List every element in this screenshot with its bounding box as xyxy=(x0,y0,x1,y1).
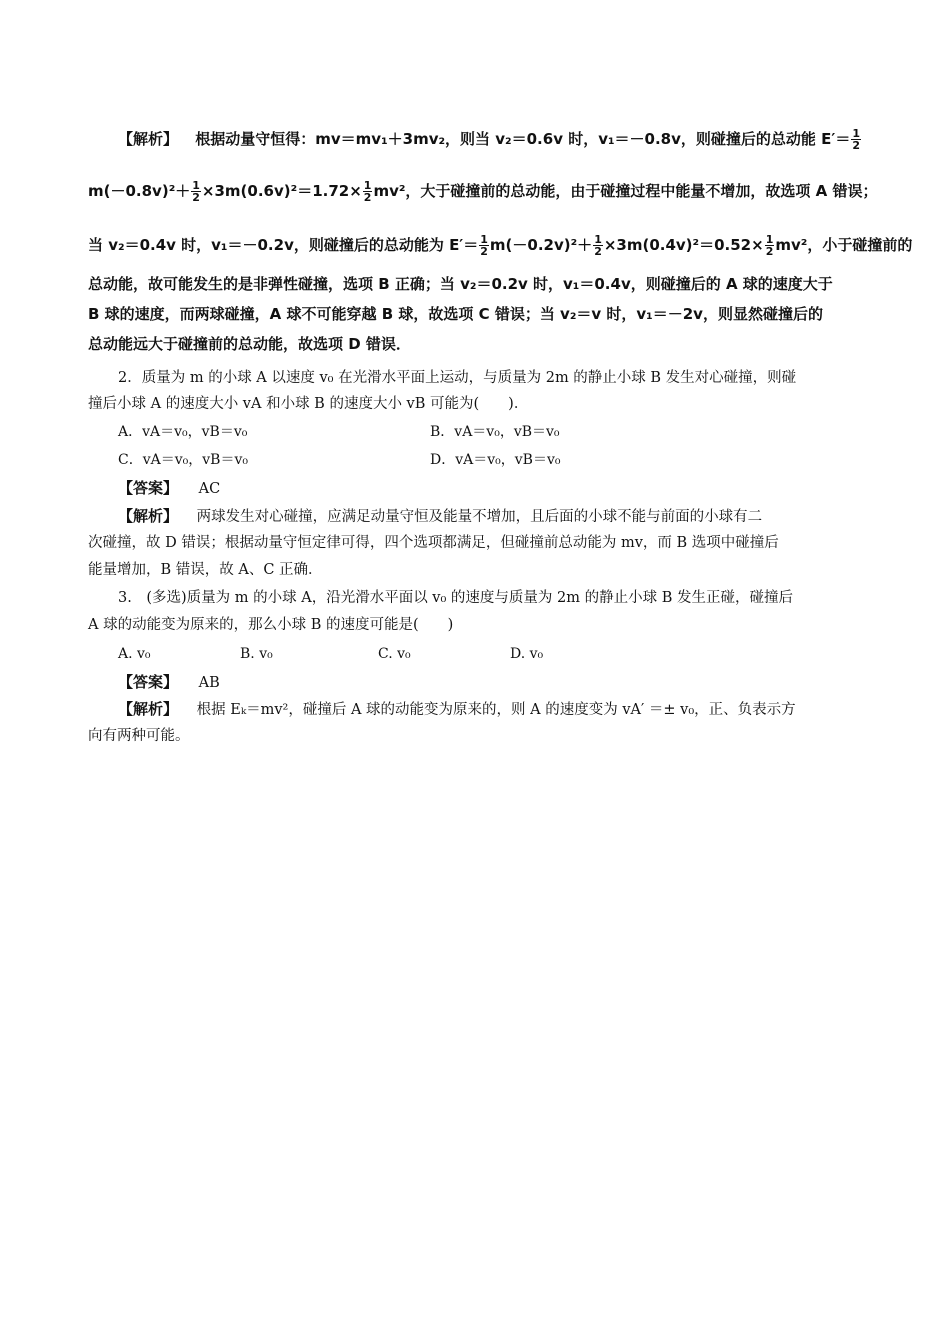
q2-analysis-line-1 xyxy=(118,506,762,527)
fraction-half: $\frac{1}{2}$ xyxy=(852,127,860,152)
q3-option-b: B. v₀ xyxy=(240,646,273,662)
fraction-half: $\frac{1}{2}$ xyxy=(363,179,372,204)
q1-analysis-line-2 xyxy=(88,180,877,203)
jiexi-label: 【解析】 xyxy=(118,507,179,525)
q3-option-a: A. v₀ xyxy=(118,646,151,662)
fraction-half: $\frac{1}{2}$ xyxy=(192,179,200,204)
q1-analysis-line-6: 总动能远大于碰撞前的总动能，故选项 D 错误． xyxy=(88,335,411,353)
q2-answer xyxy=(118,478,220,499)
q1-text: ×3m(0.4v)²＝0.52× xyxy=(603,236,764,254)
q2-option-a: A．vA＝v₀，vB＝v₀ xyxy=(118,424,248,440)
q2-option-d: D．vA＝v₀，vB＝v₀ xyxy=(430,452,561,468)
q3-analysis-line-1 xyxy=(118,699,796,720)
q1-text: mv²，小于碰撞前的 xyxy=(775,236,913,254)
q3-option-c: C. v₀ xyxy=(378,646,411,662)
q2-stem-line-1: 2．质量为 m 的小球 A 以速度 v₀ 在光滑水平面上运动，与质量为 2m 的静止小球 B 发生对心碰撞，则碰 xyxy=(118,370,797,386)
jiexi-label: 【解析】 xyxy=(118,700,179,718)
answer-label: 【答案】 xyxy=(118,673,179,691)
q2-stem-line-2: 撞后小球 A 的速度大小 vA 和小球 B 的速度大小 vB 可能为( )． xyxy=(88,396,529,412)
answer-value: AB xyxy=(198,675,220,691)
q3-stem-line-2: A 球的动能变为原来的，那么小球 B 的速度可能是( ) xyxy=(88,617,454,633)
answer-value: AC xyxy=(198,481,221,497)
q2-option-c: C．vA＝v₀，vB＝v₀ xyxy=(118,452,248,468)
q2-analysis-line-2: 次碰撞，故 D 错误；根据动量守恒定律可得，四个选项都满足，但碰撞前总动能为 mv，而 B 选项中碰撞后 xyxy=(88,535,779,551)
fraction-half: $\frac{1}{2}$ xyxy=(765,233,774,258)
q1-analysis-line-4: 总动能，故可能发生的是非弹性碰撞，选项 B 正确；当 v₂＝0.2v 时，v₁＝0.4v，则碰撞后的 A 球的速度大于 xyxy=(88,275,833,293)
q1-text: mv²，大于碰撞前的总动能，由于碰撞过程中能量不增加，故选项 A 错误； xyxy=(373,182,878,200)
q3-analysis-line-2: 向有两种可能。 xyxy=(88,728,190,744)
q1-text: 根据动量守恒得：mv＝mv₁＋3mv₂，则当 v₂＝0.6v 时，v₁＝－0.8v，则碰撞后的总动能 E′＝ xyxy=(195,130,851,148)
q1-text: 当 v₂＝0.4v 时，v₁＝－0.2v，则碰撞后的总动能为 E′＝ xyxy=(88,236,479,254)
q2-analysis-text: 两球发生对心碰撞，应满足动量守恒及能量不增加，且后面的小球不能与前面的小球有二 xyxy=(196,509,763,525)
fraction-half: $\frac{1}{2}$ xyxy=(480,233,488,258)
q1-text: m(－0.2v)²＋ xyxy=(489,236,593,254)
q3-stem-line-1: 3. (多选)质量为 m 的小球 A，沿光滑水平面以 v₀ 的速度与质量为 2m 的静止小球 B 发生正碰，碰撞后 xyxy=(118,590,793,606)
q1-text: m(－0.8v)²＋ xyxy=(88,182,191,200)
q1-analysis-line-1 xyxy=(118,128,862,151)
q3-answer xyxy=(118,672,220,693)
jiexi-label: 【解析】 xyxy=(118,130,179,148)
q3-analysis-text: 根据 Eₖ＝mv²，碰撞后 A 球的动能变为原来的，则 A 的速度变为 vA′ ＝± v₀，正、负表示方 xyxy=(196,702,796,718)
q1-analysis-line-3 xyxy=(88,234,912,257)
q1-analysis-line-5: B 球的速度，而两球碰撞，A 球不可能穿越 B 球，故选项 C 错误；当 v₂＝v 时，v₁＝－2v，则显然碰撞后的 xyxy=(88,305,823,323)
q3-option-d: D. v₀ xyxy=(510,646,544,662)
fraction-half: $\frac{1}{2}$ xyxy=(594,233,602,258)
q2-option-b: B．vA＝v₀，vB＝v₀ xyxy=(430,424,560,440)
q1-text: ×3m(0.6v)²＝1.72× xyxy=(201,182,362,200)
answer-label: 【答案】 xyxy=(118,479,179,497)
q2-analysis-line-3: 能量增加，B 错误，故 A、C 正确． xyxy=(88,562,323,578)
